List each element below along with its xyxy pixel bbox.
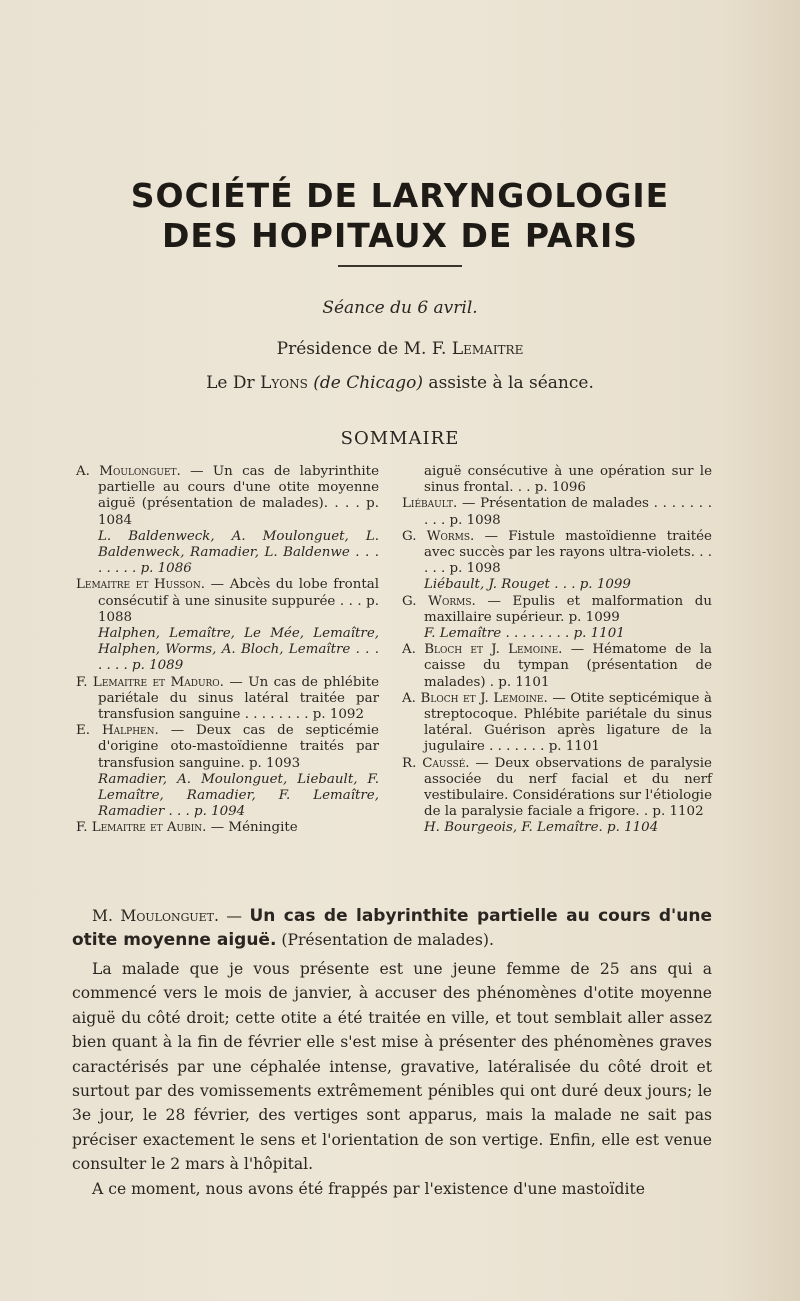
entry-text: — Deux observations de paralysie associée du nerf facial et du nerf vestibulaire. Considérations sur l'étiologie de la paralysie faciale a frigore. . p. 1102 [424, 755, 712, 820]
entry-authors: A. Bloch et J. Lemoine. [402, 690, 548, 706]
sommaire-discussion: Ramadier, A. Moulonguet, Liebault, F. Lemaître, Ramadier, F. Lemaître, Ramadier . . . p. 1094 [98, 771, 379, 820]
sommaire-entry [402, 496, 712, 528]
journal-title-line-2: DES HOPITAUX DE PARIS [161, 216, 639, 255]
sommaire-heading: SOMMAIRE [340, 428, 460, 449]
article-paragraph-2: A ce moment, nous avons été frappés par l'existence d'une mastoïdite [92, 1179, 645, 1198]
article-note: (Présentation de malades). [276, 931, 494, 950]
sommaire-entry [76, 577, 379, 626]
entry-text: — Abcès du lobe frontal consécutif à une sinusite suppurée . . . p. 1088 [98, 577, 379, 625]
sommaire-continuation: aiguë consécutive à une opération sur le sinus frontal. . . p. 1096 [424, 464, 712, 496]
sommaire-entry [402, 756, 712, 821]
sommaire-entry [402, 594, 712, 626]
entry-text: — Méningite [206, 820, 298, 836]
article-author: M. Moulonguet. [92, 907, 219, 925]
title-divider [338, 265, 462, 267]
entry-text: — Un cas de labyrinthite partielle au cours d'une otite moyenne aiguë (présentation de malades). . . . p. 1084 [98, 464, 379, 528]
sommaire-discussion: F. Lemaître . . . . . . . . p. 1101 [424, 626, 625, 642]
sommaire-entry [402, 529, 712, 578]
entry-authors: F. Lemaitre et Maduro. [76, 674, 224, 690]
entry-text: — Deux cas de septicémie d'origine oto-mastoïdienne traités par transfusion sanguine. p. 1093 [98, 723, 379, 771]
guest-name: Lyons [260, 373, 308, 393]
entry-text: — Hématome de la caisse du tympan (présentation de malades) . p. 1101 [424, 642, 713, 690]
entry-text: — Un cas de phlébite pariétale du sinus latéral traitée par transfusion sanguine . . . . . . . . p. 1092 [98, 674, 380, 723]
presidence-line [0, 339, 800, 359]
entry-authors: G. Worms. [402, 528, 475, 544]
sommaire-entry [76, 723, 379, 772]
article-paragraph-1: La malade que je vous présente est une jeune femme de 25 ans qui a commencé vers le mois de janvier, à accuser des phénomènes d'otite moyenne aiguë du côté droit; cette otite a été traitée en ville, et tout semblait aller assez bien quant à la fin de février elle s'est mise à présenter des phénomènes graves caractérisés par une céphalée intense, gravative, latéralisée du côté droit et surtout par des vomissements extrêmement pénibles qui ont duré deux jours; le 3e jour, le 28 février, des vertiges sont apparus, mais la malade ne sait pas préciser exactement le sens et l'orientation de son vertige. Enfin, elle est venue consulter le 2 mars à l'hôpital. [72, 960, 712, 1174]
entry-authors: G. Worms. [402, 593, 476, 609]
sommaire-entry [76, 820, 379, 836]
guest-prefix: Le Dr [206, 373, 261, 393]
journal-title-line-1: SOCIÉTÉ DE LARYNGOLOGIE [130, 176, 670, 215]
article-body [72, 957, 712, 1201]
guest-origin: (de Chicago) [313, 373, 424, 393]
entry-text: — Otite septicémique à streptocoque. Phlébite pariétale du sinus latéral. Guérison après ligature de la jugulaire . . . . . . . p. 1101 [424, 690, 713, 755]
entry-authors: F. Lemaitre et Aubin. [76, 820, 207, 836]
article-title: Un cas de labyrinthite partielle au cours d'une otite moyenne aiguë. [72, 906, 712, 951]
sommaire-left-column [76, 464, 379, 837]
entry-authors: E. Halphen. [76, 723, 159, 739]
entry-text: — Epulis et malformation du maxillaire supérieur. p. 1099 [424, 593, 712, 625]
guest-line [0, 373, 800, 393]
sommaire-discussion: H. Bourgeois, F. Lemaître. p. 1104 [424, 820, 659, 836]
seance-date: Séance du 6 avril. [322, 298, 478, 318]
sommaire-entry [76, 675, 379, 724]
sommaire-discussion: L. Baldenweck, A. Moulonguet, L. Baldenweck, Ramadier, L. Baldenwe . . . . . . . . p. 1086 [98, 528, 379, 577]
president-name: Lemaitre [451, 339, 524, 359]
sommaire-entry [76, 464, 379, 529]
sommaire-entry [402, 691, 712, 756]
sommaire-entry [402, 642, 712, 691]
presidence-prefix: Présidence de M. F. [276, 339, 452, 359]
entry-authors: R. Caussé. [402, 755, 470, 771]
sommaire-right-column [402, 464, 712, 837]
entry-authors: A. Bloch et J. Lemoine. [402, 642, 563, 658]
sommaire-discussion: Halphen, Lemaître, Le Mée, Lemaître, Halphen, Worms, A. Bloch, Lemaître . . . . . . . p. 1089 [98, 626, 379, 674]
article-heading [72, 904, 712, 953]
guest-suffix: assiste à la séance. [423, 373, 594, 393]
sommaire-discussion: Liébault, J. Rouget . . . p. 1099 [424, 577, 631, 593]
entry-text: — Fistule mastoïdienne traitée avec succès par les rayons ultra-violets. . . . . . p. 1098 [424, 528, 712, 577]
entry-authors: Liébault. [402, 496, 458, 512]
article-dash: — [218, 907, 250, 925]
entry-authors: A. Moulonguet. [76, 464, 181, 479]
entry-text: — Présentation de malades . . . . . . . . . . p. 1098 [424, 496, 712, 528]
entry-authors: Lemaitre et Husson. [76, 577, 205, 593]
